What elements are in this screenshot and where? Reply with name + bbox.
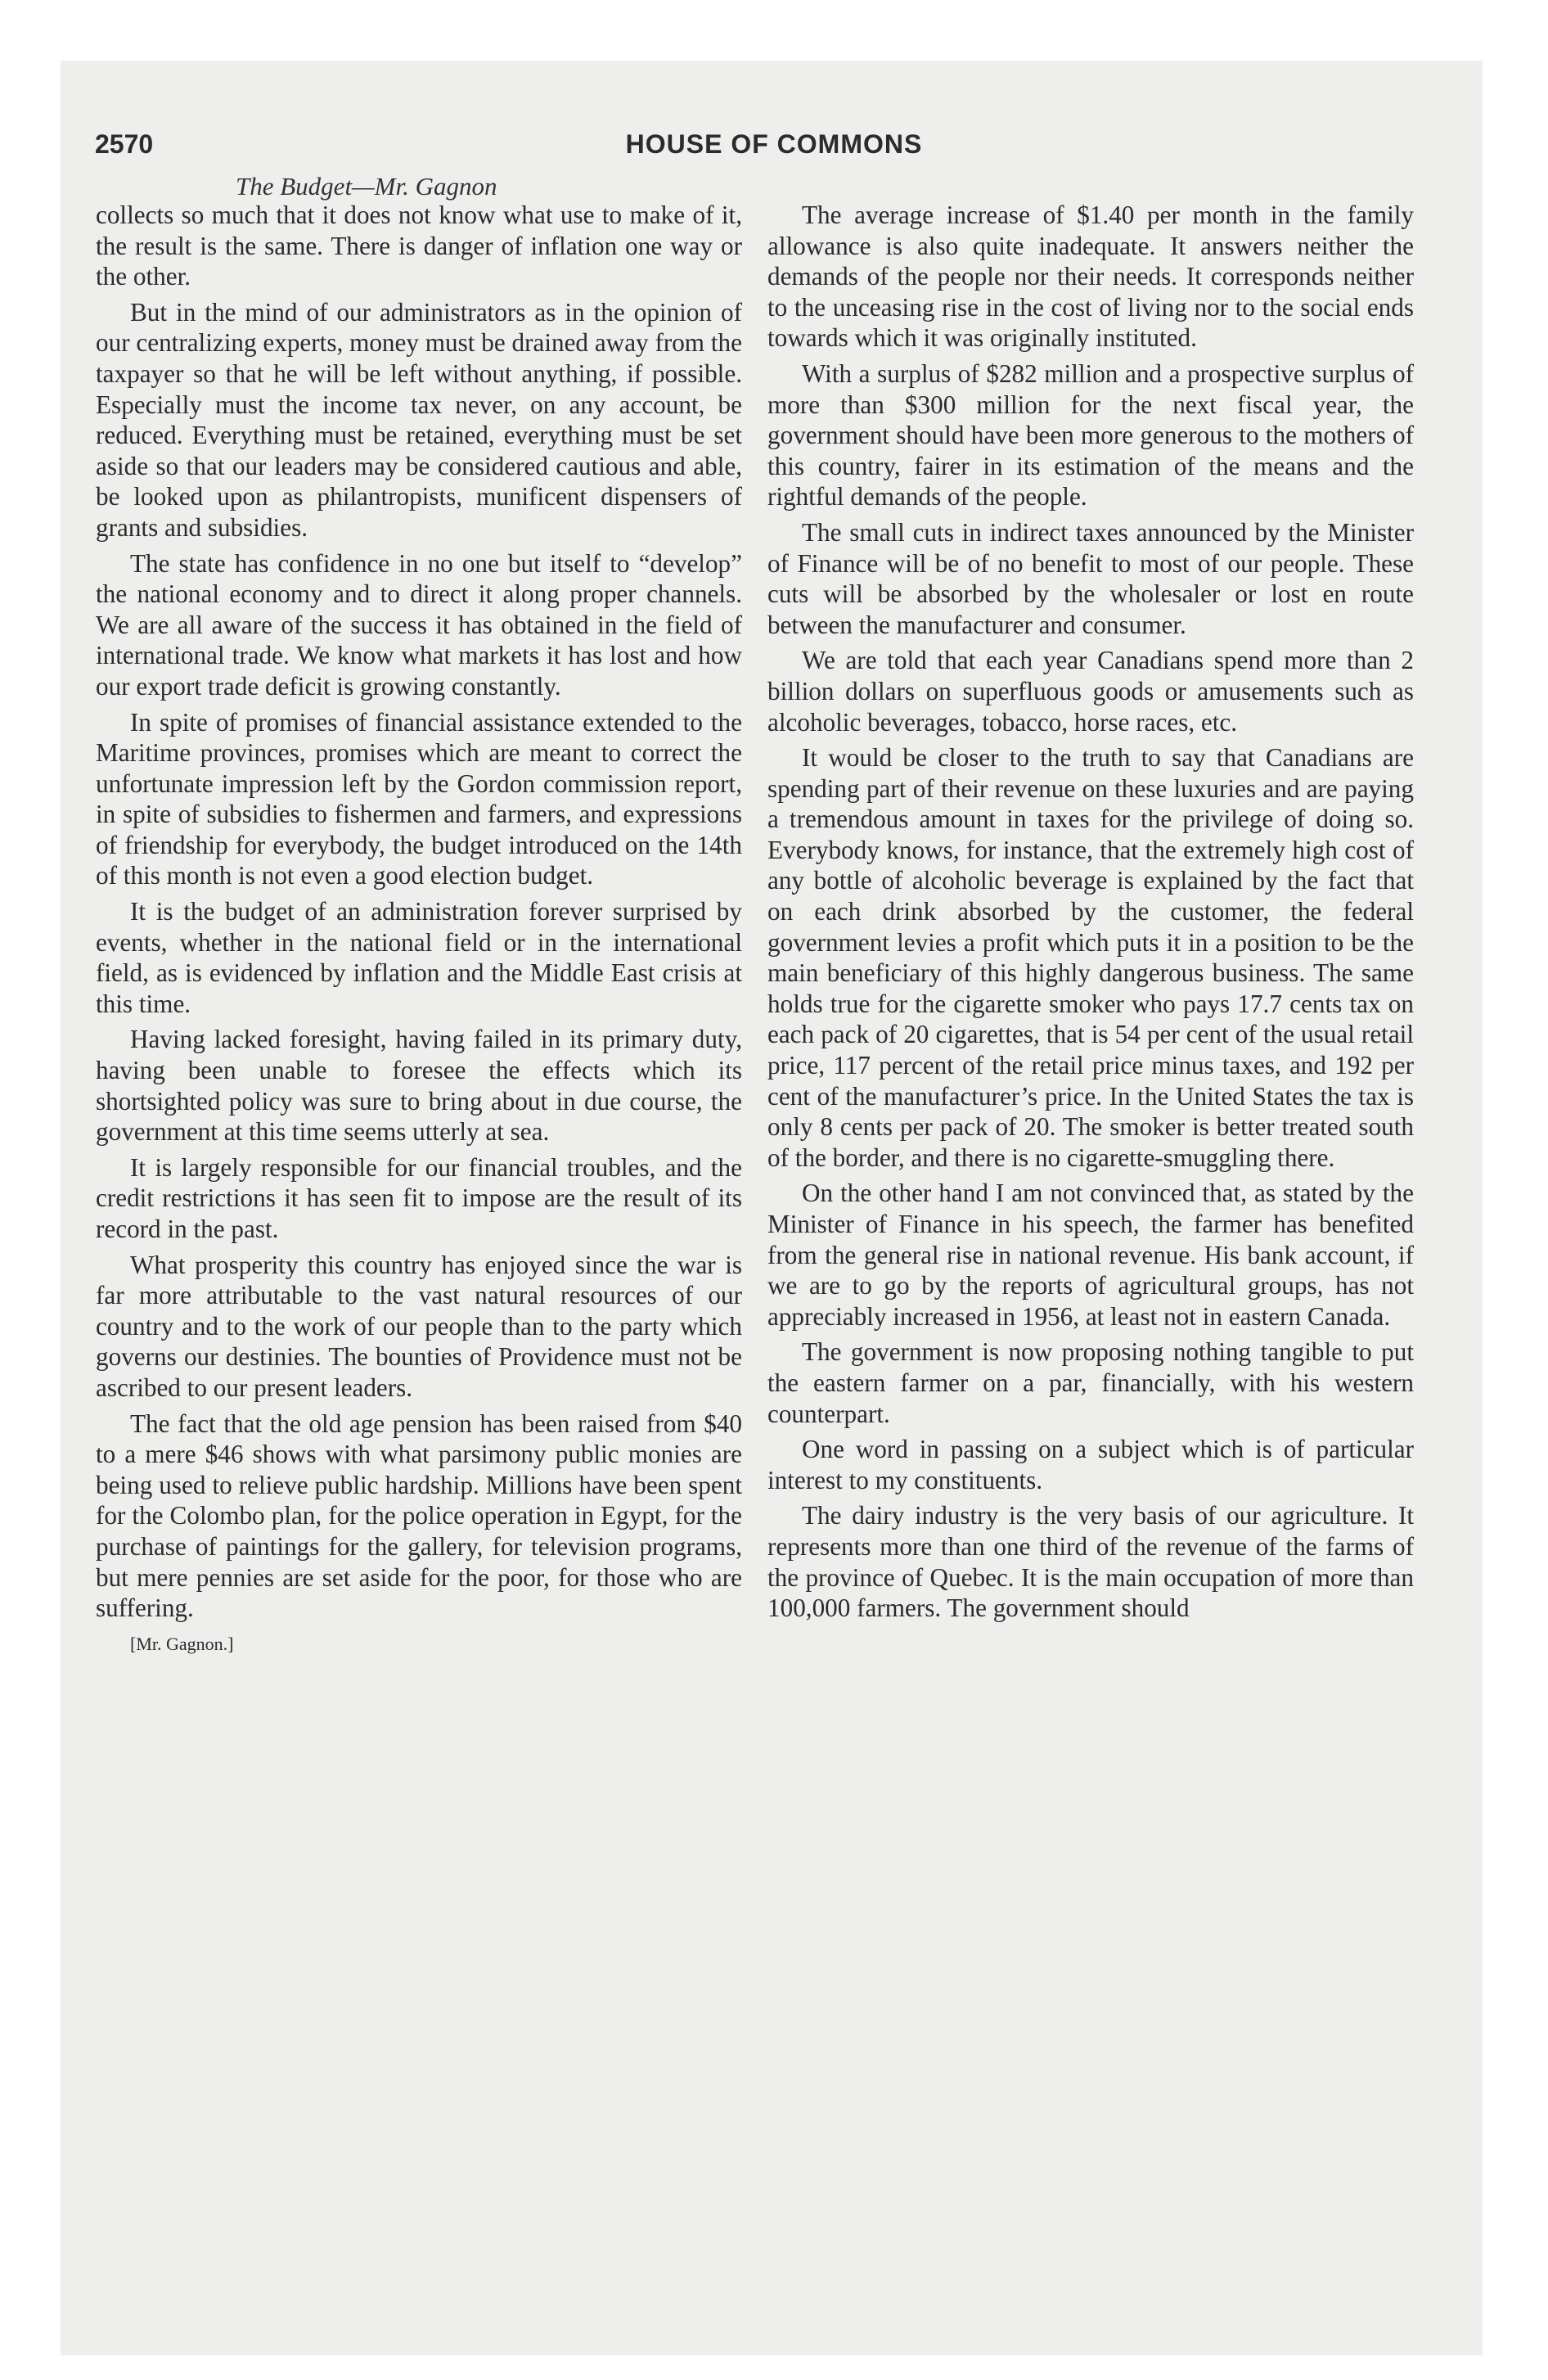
page-header-title: HOUSE OF COMMONS	[625, 129, 923, 159]
paragraph: What prosperity this country has enjoyed since the war is far more attributable to the vast natural resources of our country and to the work of our people than to the party which governs our destinies. The bounties of Providence must not be ascribed to our present leaders.	[96, 1250, 742, 1402]
paragraph: The government is now proposing nothing tangible to put the eastern farmer on a par, financially, with his western counterpart.	[767, 1337, 1414, 1428]
paragraph: The state has confidence in no one but itself to “develop” the national economy and to direct it along proper channels. We are all aware of the success it has obtained in the field of international trade. We know what markets it has lost and how our export trade deficit is growing constantly.	[96, 548, 742, 701]
paragraph: On the other hand I am not convinced that, as stated by the Minister of Finance in his speech, the farmer has benefited from the general rise in national revenue. His bank account, if we are to go by the reports of agricultural groups, has not appreciably increased in 1956, at least not in eastern Canada.	[767, 1179, 1414, 1331]
paragraph: But in the mind of our administrators as in the opinion of our centralizing experts, money must be drained away from the taxpayer so that he will be left without anything, if possible. Especially must the income tax never, on any account, be reduced. Everything must be retained, everything must be set aside so that our leaders may be considered cautious and able, be looked upon as philantropists, munificent dispensers of grants and subsidies.	[96, 297, 742, 542]
paragraph: We are told that each year Canadians spend more than 2 billion dollars on superfluous goods or amusements such as alcoholic beverages, tobacco, horse races, etc.	[767, 646, 1414, 737]
speaker-signature: [Mr. Gagnon.]	[130, 1633, 234, 1654]
paragraph: It is largely responsible for our financial troubles, and the credit restrictions it has seen fit to impose are the result of its record in the past.	[96, 1152, 742, 1243]
paragraph: collects so much that it does not know what use to make of it, the result is the same. There is danger of inflation one way or the other.	[96, 201, 742, 291]
paragraph: The small cuts in indirect taxes announced by the Minister of Finance will be of no benefit to most of our people. These cuts will be absorbed by the wholesaler or lost en route between the manufacturer and consumer.	[767, 517, 1414, 639]
paragraph: The average increase of $1.40 per month in the family allowance is also quite inadequate. It answers neither the demands of the people nor their needs. It corresponds neither to the unceasing rise in the cost of living nor to the social ends towards which it was originally instituted.	[767, 201, 1414, 353]
paragraph: One word in passing on a subject which is of particular interest to my constituents.	[767, 1435, 1414, 1494]
paragraph: With a surplus of $282 million and a prospective surplus of more than $300 million for the next fiscal year, the government should have been more generous to the mothers of this country, fairer in its estimation of the means and the rightful demands of the people.	[767, 358, 1414, 512]
right-column	[767, 200, 1414, 1629]
paragraph: In spite of promises of financial assistance extended to the Maritime provinces, promises which are meant to correct the unfortunate impression left by the Gordon commission report, in spite of subsidies to fishermen and farmers, and expressions of friendship for everybody, the budget introduced on the 14th of this month is not even a good election budget.	[96, 707, 742, 890]
paragraph: It would be closer to the truth to say that Canadians are spending part of their revenue on these luxuries and are paying a tremendous amount in taxes for the privilege of doing so. Everybody knows, for instance, that the extremely high cost of any bottle of alcoholic beverage is explained by the fact that on each drink absorbed by the customer, the federal government levies a profit which puts it in a position to be the main beneficiary of this highly dangerous business. The same holds true for the cigarette smoker who pays 17.7 cents tax on each pack of 20 cigarettes, that is 54 per cent of the usual retail price, 117 percent of the retail price minus taxes, and 192 per cent of the manufacturer’s price. In the United States the tax is only 8 cents per pack of 20. The smoker is better treated south of the border, and there is no cigarette-smuggling there.	[767, 743, 1414, 1172]
paragraph: The fact that the old age pension has been raised from $40 to a mere $46 shows with what parsimony public monies are being used to relieve public hardship. Millions have been spent for the Colombo plan, for the police operation in Egypt, for the purchase of paintings for the gallery, for television programs, but mere pennies are set aside for the poor, for those who are suffering.	[96, 1409, 742, 1623]
page-number: 2570	[95, 129, 154, 159]
running-head: The Budget—Mr. Gagnon	[236, 172, 497, 201]
paragraph: Having lacked foresight, having failed in its primary duty, having been unable to foresee the effects which its shortsighted policy was sure to bring about in due course, the government at this time seems utterly at sea.	[96, 1025, 742, 1147]
paragraph: It is the budget of an administration forever surprised by events, whether in the national field or in the international field, as is evidenced by inflation and the Middle East crisis at this time.	[96, 897, 742, 1018]
paragraph: The dairy industry is the very basis of our agriculture. It represents more than one third of the revenue of the farms of the province of Quebec. It is the main occupation of more than 100,000 farmers. The government should	[767, 1501, 1414, 1623]
left-column	[96, 200, 742, 1664]
